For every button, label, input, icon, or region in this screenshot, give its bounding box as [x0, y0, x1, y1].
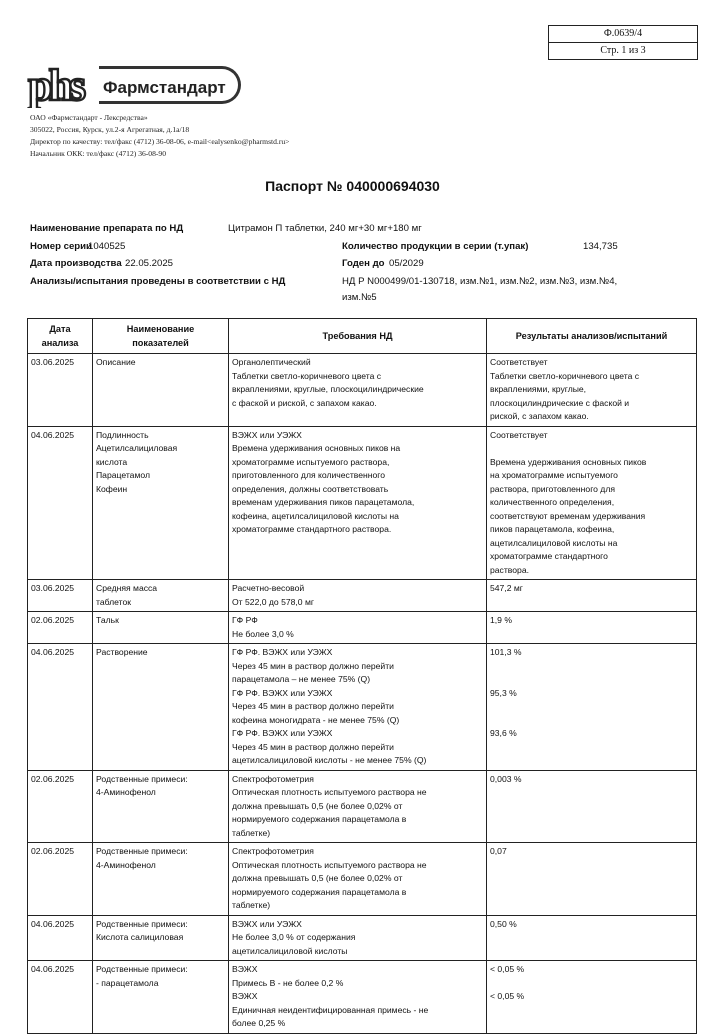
cell-date-text: 03.06.2025 [31, 583, 75, 593]
analysis-table [27, 318, 697, 1034]
cell-requirement-line: кофеина, ацетилсалициловой кислоты на [232, 510, 399, 521]
cell-indicator-line: Ацетилсалициловая [96, 443, 178, 453]
nd-reference-cont: изм.№5 [342, 292, 377, 303]
form-code-box [548, 25, 698, 60]
document-title: Паспорт № 040000694030 [265, 178, 440, 194]
cell-result-spacer [490, 700, 693, 714]
cell-indicator-line: Родственные примеси: [96, 846, 188, 856]
cell-date [28, 843, 93, 916]
cell-requirement-line: Таблетки светло-коричневого цвета с [232, 370, 382, 381]
cell-date [28, 426, 93, 580]
cell-requirement-line: ацетилсалициловой кислоты - не менее 75% (Q) [232, 755, 427, 765]
cell-requirement-line: определения, должны соответствовать [232, 483, 389, 494]
cell-requirement [229, 961, 487, 1034]
header-name-line: показателей [132, 338, 189, 348]
quantity-label: Количество продукции в серии (т.упак) [342, 241, 529, 252]
cell-date [28, 770, 93, 843]
cell-requirement [229, 915, 487, 961]
page-counter: Стр. 1 из 3 [549, 42, 697, 59]
cell-date [28, 915, 93, 961]
cell-date [28, 644, 93, 771]
series-value: 1040525 [88, 241, 126, 252]
cell-indicator-line: Средняя масса [96, 583, 158, 593]
cell-date-text: 03.06.2025 [31, 357, 75, 367]
cell-requirement-line: парацетамола – не менее 75% (Q) [232, 674, 371, 684]
cell-date-text: 02.06.2025 [31, 846, 75, 856]
cell-indicator [93, 961, 229, 1034]
cell-indicator [93, 770, 229, 843]
cell-indicator [93, 580, 229, 612]
cell-requirement-line: ВЭЖХ [232, 991, 258, 1001]
cell-result-line: вкраплениями, круглые, [490, 384, 587, 394]
header-name-line: Наименование [126, 324, 195, 334]
cell-result-line: Таблетки светло-коричневого цвета с [490, 370, 640, 381]
cell-requirement [229, 354, 487, 427]
cell-requirement-line: более 0,25 % [232, 1018, 286, 1028]
header-name [93, 319, 229, 354]
cell-result-line: 101,3 % [490, 647, 522, 657]
cell-requirement-line: Спектрофотометрия [232, 846, 314, 856]
header-req-line: Требования НД [322, 331, 393, 341]
cell-date [28, 961, 93, 1034]
cell-requirement-line: таблетке) [232, 827, 271, 838]
cell-requirement-line: Единичная неидентифицированная примесь - не [232, 1004, 429, 1015]
cell-result-line: раствора, приготовленного для [490, 483, 615, 494]
cell-result-line: Соответствует [490, 429, 548, 440]
cell-result-spacer [490, 754, 693, 768]
cell-requirement-line: таблетке) [232, 900, 271, 910]
drug-label: Наименование препарата по НД [30, 223, 184, 234]
cell-result-line: ацетилсалициловой кислоты на [490, 537, 618, 548]
cell-requirement-line: нормируемого содержания парацетамола в [232, 814, 407, 824]
cell-requirement-line: ацетилсалициловой кислоты [232, 945, 348, 956]
cell-date-text: 04.06.2025 [31, 429, 75, 440]
table-row [28, 354, 697, 427]
header-requirements [229, 319, 487, 354]
cell-requirement-line: Оптическая плотность испытуемого раствора не [232, 787, 427, 797]
cell-result-line: 1,9 % [490, 615, 512, 625]
cell-requirement-line: ВЭЖХ или УЭЖХ [232, 918, 302, 929]
cell-requirement-line: должна превышать 0,5 (не более 0,02% от [232, 873, 403, 883]
cell-indicator-line: кислота [96, 456, 128, 467]
cell-date-text: 02.06.2025 [31, 773, 75, 784]
nd-reference: НД Р N000499/01-130718, изм.№1, изм.№2, изм.№3, изм.№4, [342, 276, 618, 287]
cell-date [28, 580, 93, 612]
cell-result-spacer [490, 660, 693, 674]
cell-indicator-line: Кофеин [96, 483, 128, 494]
cell-indicator-line: Описание [96, 357, 136, 367]
cell-indicator-line: Родственные примеси: [96, 918, 188, 929]
table-row [28, 644, 697, 771]
expiry-label: Годен до [342, 258, 385, 269]
table-row [28, 843, 697, 916]
cell-requirement-line: Органолептический [232, 357, 311, 367]
cell-result-line: на хроматограмме испытуемого [490, 470, 618, 480]
cell-date [28, 612, 93, 644]
cell-result-line: Времена удерживания основных пиков [490, 456, 647, 467]
table-row [28, 426, 697, 580]
cell-indicator [93, 843, 229, 916]
cell-requirement-line: нормируемого содержания парацетамола в [232, 886, 407, 897]
cell-requirement [229, 426, 487, 580]
production-date-label: Дата производства [30, 258, 122, 269]
cell-indicator-line: Парацетамол [96, 470, 150, 480]
cell-requirement-line: ГФ РФ [232, 615, 258, 625]
cell-requirement-line: приготовленного для количественного [232, 470, 385, 480]
cell-requirement-line: Через 45 мин в раствор должно перейти [232, 701, 394, 711]
cell-requirement-line: ВЭЖХ [232, 964, 258, 974]
cell-result-line: 0,003 % [490, 773, 522, 784]
cell-result [487, 426, 697, 580]
phs-logo-icon [27, 62, 97, 108]
company-info [30, 112, 289, 160]
cell-indicator [93, 915, 229, 961]
cell-result-line: раствора. [490, 564, 529, 575]
table-row [28, 580, 697, 612]
cell-requirement-line: Не более 3,0 % [232, 628, 294, 639]
company-logo [27, 62, 242, 108]
cell-requirement-line: хроматограмме стандартного раствора. [232, 524, 392, 534]
cell-result-line: соответствуют временам удерживания [490, 510, 646, 521]
cell-indicator-line: Тальк [96, 615, 119, 625]
cell-requirement-line: Расчетно-весовой [232, 583, 305, 593]
production-date-value: 22.05.2025 [125, 258, 174, 269]
cell-requirement-line: хроматограмме испытуемого раствора, [232, 456, 390, 467]
cell-indicator-line: Растворение [96, 647, 148, 657]
cell-result-line: < 0,05 % [490, 991, 525, 1001]
cell-result-line: плоскоцилиндрические с фаской и [490, 397, 630, 408]
cell-requirement-line: ГФ РФ. ВЭЖХ или УЭЖХ [232, 647, 333, 657]
company-line: ОАО «Фармстандарт - Лексредства» [30, 113, 148, 122]
cell-requirement-line: с фаской и риской, с запахом какао. [232, 397, 377, 408]
cell-result-spacer [490, 673, 693, 687]
cell-date-text: 04.06.2025 [31, 918, 75, 929]
cell-date-text: 04.06.2025 [31, 647, 75, 657]
cell-result-line: пиков парацетамола, кофеина, [490, 524, 615, 534]
cell-result-spacer [490, 741, 693, 755]
logo-mark-text: phs [28, 62, 83, 108]
cell-indicator-line: Подлинность [96, 429, 149, 440]
cell-result-line: количественного определения, [490, 497, 615, 507]
company-line: 305022, Россия, Курск, ул.2-я Агрегатная, д.1а/18 [30, 125, 190, 134]
cell-requirement-line: Через 45 мин в раствор должно перейти [232, 660, 394, 671]
company-line: Директор по качеству: тел/факс (4712) 36-08-06, e-mail<ealysenko@pharmstd.ru> [30, 137, 290, 146]
cell-requirement-line: ВЭЖХ или УЭЖХ [232, 429, 302, 440]
cell-result [487, 612, 697, 644]
header-results [487, 319, 697, 354]
logo-name: Фармстандарт [99, 66, 241, 104]
cell-requirement [229, 612, 487, 644]
table-row [28, 915, 697, 961]
cell-date-text: 02.06.2025 [31, 615, 75, 625]
cell-requirement-line: должна превышать 0,5 (не более 0,02% от [232, 800, 403, 811]
cell-requirement-line: ГФ РФ. ВЭЖХ или УЭЖХ [232, 728, 333, 738]
cell-indicator-line: Родственные примеси: [96, 964, 188, 974]
cell-indicator [93, 354, 229, 427]
cell-result [487, 961, 697, 1034]
cell-indicator-line: таблеток [96, 596, 132, 607]
table-header-row [28, 319, 697, 354]
cell-requirement [229, 770, 487, 843]
company-line: Начальник ОКК: тел/факс (4712) 36-08-90 [30, 149, 167, 158]
cell-result-line: 0,07 [490, 846, 507, 856]
cell-requirement-line: Времена удерживания основных пиков на [232, 443, 401, 453]
header-date-line: Дата [49, 324, 71, 334]
cell-result-line: < 0,05 % [490, 964, 525, 974]
cell-result-line: риской, с запахом какао. [490, 411, 589, 421]
cell-requirement-line: вкраплениями, круглые, плоскоцилиндрические [232, 384, 424, 394]
cell-requirement-line: ГФ РФ. ВЭЖХ или УЭЖХ [232, 687, 333, 698]
cell-indicator-line: - парацетамола [96, 977, 159, 988]
series-label: Номер серии [30, 241, 92, 252]
form-code: Ф.0639/4 [603, 28, 643, 39]
cell-result-line: 95,3 % [490, 687, 517, 698]
cell-date-text: 04.06.2025 [31, 964, 75, 974]
cell-result-spacer [490, 977, 693, 991]
cell-indicator [93, 644, 229, 771]
cell-result [487, 580, 697, 612]
cell-requirement [229, 580, 487, 612]
cell-result-line: хроматограмме стандартного [490, 551, 608, 561]
cell-indicator-line: Кислота салициловая [96, 932, 184, 942]
cell-requirement [229, 843, 487, 916]
cell-date [28, 354, 93, 427]
cell-result [487, 915, 697, 961]
cell-result-line: 547,2 мг [490, 583, 523, 593]
cell-requirement-line: кофеина моногидрата - не менее 75% (Q) [232, 714, 400, 725]
cell-indicator [93, 426, 229, 580]
cell-requirement-line: От 522,0 до 578,0 мг [232, 596, 315, 607]
cell-indicator-line: 4-Аминофенол [96, 859, 156, 870]
cell-result [487, 644, 697, 771]
cell-indicator-line: 4-Аминофенол [96, 787, 156, 797]
table-body [28, 354, 697, 1034]
cell-requirement-line: временам удерживания пиков парацетамола, [232, 497, 415, 507]
table-row [28, 770, 697, 843]
cell-requirement-line: Примесь В - не более 0,2 % [232, 977, 344, 988]
cell-requirement-line: Спектрофотометрия [232, 773, 314, 784]
expiry-value: 05/2029 [389, 258, 424, 269]
cell-indicator-line: Родственные примеси: [96, 773, 188, 784]
cell-result-spacer [490, 442, 693, 456]
cell-result [487, 770, 697, 843]
cell-indicator [93, 612, 229, 644]
drug-value: Цитрамон П таблетки, 240 мг+30 мг+180 мг [228, 223, 422, 234]
cell-requirement-line: Оптическая плотность испытуемого раствора не [232, 859, 427, 870]
cell-result [487, 843, 697, 916]
cell-requirement-line: Не более 3,0 % от содержания [232, 932, 356, 942]
tests-label: Анализы/испытания проведены в соответствии с НД [30, 276, 286, 287]
cell-requirement-line: Через 45 мин в раствор должно перейти [232, 741, 394, 752]
cell-result-line: 93,6 % [490, 728, 517, 738]
table-row [28, 612, 697, 644]
cell-result-spacer [490, 714, 693, 728]
header-date-line: анализа [41, 338, 79, 348]
cell-requirement [229, 644, 487, 771]
cell-result [487, 354, 697, 427]
quantity-value: 134,735 [583, 241, 618, 252]
header-date [28, 319, 93, 354]
table-row [28, 961, 697, 1034]
cell-result-line: 0,50 % [490, 918, 517, 929]
cell-result-line: Соответствует [490, 357, 548, 367]
header-res-line: Результаты анализов/испытаний [515, 331, 668, 341]
